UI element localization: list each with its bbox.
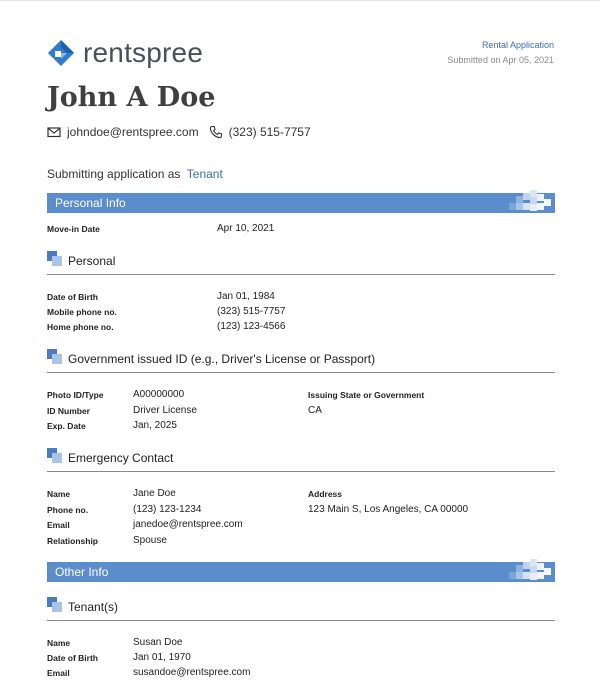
phone-icon (209, 125, 223, 139)
applicant-email[interactable]: johndoe@rentspree.com (67, 125, 199, 139)
top-divider (0, 0, 600, 1)
exp-date-value: Jan, 2025 (133, 420, 177, 431)
contact-row (47, 125, 311, 139)
photo-id-value: A00000000 (133, 389, 185, 400)
issuing-state-value: CA (308, 405, 322, 416)
envelope-icon (47, 125, 61, 139)
tenant-dob-label: Date of Birth (47, 653, 98, 663)
section-square-icon (47, 448, 62, 463)
mobile-label: Mobile phone no. (47, 307, 117, 317)
section-square-icon (47, 349, 62, 364)
mobile-value: (323) 515-7757 (217, 306, 286, 317)
dob-value: Jan 01, 1984 (217, 291, 275, 302)
tenant-name-label: Name (47, 638, 71, 648)
issuing-state-label: Issuing State or Government (308, 390, 425, 400)
rentspree-logo-icon (47, 39, 75, 67)
application-type: Rental Application (481, 40, 554, 50)
id-number-label: ID Number (47, 406, 90, 416)
other-info-banner (47, 562, 555, 582)
applicant-phone[interactable]: (323) 515-7757 (228, 125, 311, 139)
emergency-email-label: Email (47, 520, 70, 530)
move-in-label: Move-in Date (47, 224, 100, 234)
tenant-email-value: susandoe@rentspree.com (133, 667, 251, 678)
section-square-icon (47, 251, 62, 266)
tenants-section-header (47, 600, 555, 621)
emergency-name-value: Jane Doe (133, 488, 176, 499)
submitted-date: Submitted on Apr 05, 2021 (447, 55, 554, 65)
address-value: 123 Main S, Los Angeles, CA 00000 (308, 504, 469, 515)
rentspree-logo (47, 38, 203, 68)
emergency-name-label: Name (47, 489, 71, 499)
government-id-title: Government issued ID (e.g., Driver's License or Passport) (68, 352, 376, 366)
id-number-value: Driver License (133, 405, 197, 416)
emergency-contact-title: Emergency Contact (68, 451, 174, 465)
photo-id-label: Photo ID/Type (47, 390, 104, 400)
emergency-phone-label: Phone no. (47, 505, 89, 515)
applicant-name: John A Doe (47, 82, 216, 113)
submitting-prefix: Submitting application as (47, 167, 181, 181)
submitting-as (47, 167, 223, 181)
tenants-title: Tenant(s) (68, 600, 119, 614)
dob-label: Date of Birth (47, 292, 98, 302)
banner-pixel-pattern (509, 190, 555, 216)
other-info-title: Other Info (55, 565, 109, 579)
relationship-label: Relationship (47, 536, 99, 546)
logo-text: rentspree (83, 37, 204, 68)
government-id-section-header (47, 352, 555, 373)
exp-date-label: Exp. Date (47, 421, 86, 431)
home-phone-label: Home phone no. (47, 322, 114, 332)
relationship-value: Spouse (133, 535, 167, 546)
tenant-dob-value: Jan 01, 1970 (133, 652, 191, 663)
emergency-contact-section-header (47, 451, 555, 472)
tenant-email-label: Email (47, 668, 70, 678)
tenant-name-value: Susan Doe (133, 637, 183, 648)
applicant-role: Tenant (186, 167, 223, 181)
personal-section-header (47, 254, 555, 275)
banner-pixel-pattern (509, 559, 555, 585)
home-phone-value: (123) 123-4566 (217, 321, 286, 332)
emergency-phone-value: (123) 123-1234 (133, 504, 202, 515)
personal-info-banner (47, 193, 555, 213)
personal-info-title: Personal Info (55, 196, 126, 210)
section-square-icon (47, 597, 62, 612)
emergency-email-value: janedoe@rentspree.com (133, 519, 243, 530)
address-label: Address (308, 489, 343, 499)
move-in-value: Apr 10, 2021 (217, 223, 275, 234)
personal-title: Personal (68, 254, 116, 268)
